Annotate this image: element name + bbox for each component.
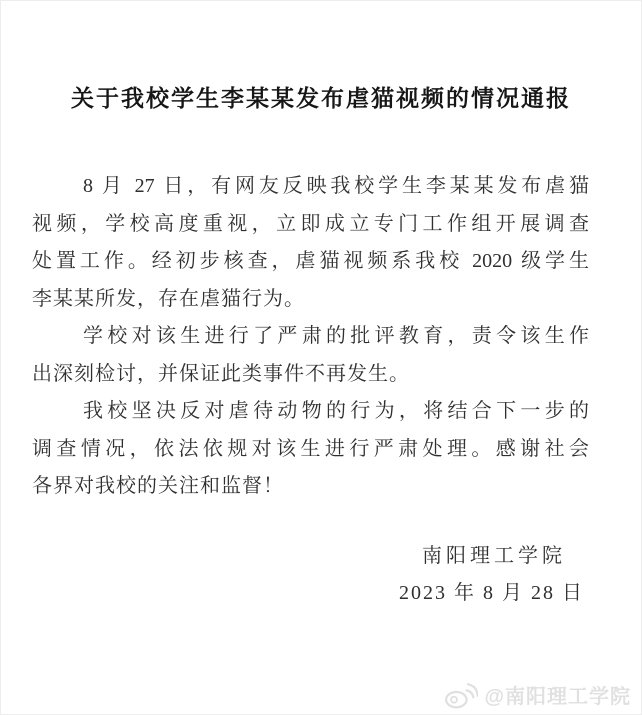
weibo-icon xyxy=(444,681,478,709)
paragraph-2-line-1: 学校对该生进行了严肃的批评教育，责令该生作 xyxy=(83,325,589,347)
notice-body xyxy=(32,168,589,506)
paragraph-1-line-1: 8 月 27 日，有网友反映我校学生李某某发布虐猫 xyxy=(83,175,589,197)
signature-block xyxy=(1,542,641,607)
watermark-text: @南阳理工学院 xyxy=(484,686,631,708)
paragraph-1-line-3: 处置工作。经初步核查，虐猫视频系我校 2020 级学生 xyxy=(32,250,589,272)
weibo-watermark xyxy=(444,680,631,709)
paragraph-1-line-2: 视频，学校高度重视，立即成立专门工作组开展调查 xyxy=(32,212,589,235)
paragraph-1-line-4: 李某某所发，存在虐猫行为。 xyxy=(32,287,305,310)
paragraph-2-line-2: 出深刻检讨，并保证此类事件不再发生。 xyxy=(32,362,410,385)
notice-title: 关于我校学生李某某发布虐猫视频的情况通报 xyxy=(71,85,571,111)
signature-date: 2023 年 8 月 28 日 xyxy=(399,581,584,604)
signature-organization: 南阳理工学院 xyxy=(422,544,566,567)
paragraph-3-line-1: 我校坚决反对虐待动物的行为，将结合下一步的 xyxy=(83,400,589,422)
paragraph-3-line-2: 调查情况，依法依规对该生进行严肃处理。感谢社会 xyxy=(32,437,589,460)
paragraph-3-line-3: 各界对我校的关注和监督！ xyxy=(32,475,284,497)
